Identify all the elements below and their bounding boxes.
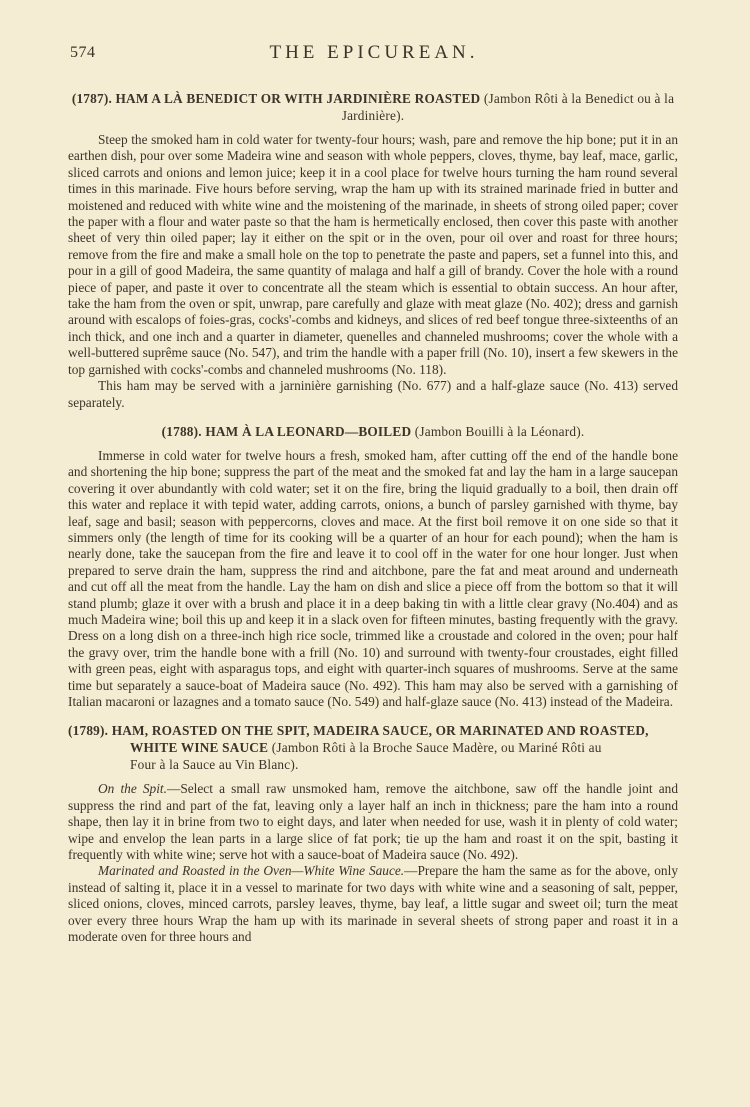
recipe-paragraph: This ham may be served with a jarninière garnishing (No. 677) and a half-glaze sauce (No. 413) served separately. (68, 378, 678, 410)
section-lead: On the Spit. (98, 781, 167, 797)
recipe-title (68, 423, 678, 440)
recipe-paragraph (68, 781, 678, 863)
recipe-title-main: (1788). HAM À LA LEONARD—BOILED (161, 423, 412, 439)
recipe-1788 (68, 423, 678, 711)
recipe-1789 (68, 722, 678, 945)
page-body (68, 90, 678, 945)
section-lead: Marinated and Roasted in the Oven—White Wine Sauce. (98, 863, 405, 879)
recipe-title-french: (Jambon Rôti à la Benedict ou à la Jardinière). (341, 91, 675, 123)
running-title: THE EPICUREAN. (269, 42, 479, 63)
recipe-title (68, 90, 678, 124)
recipe-title-main: (1789). HAM, ROASTED ON THE SPIT, MADEIRA SAUCE, OR MARINATED AND ROASTED, (68, 723, 649, 739)
recipe-1787 (68, 90, 678, 411)
recipe-title-continuation (68, 739, 678, 756)
recipe-title (68, 722, 678, 773)
recipe-paragraph (68, 863, 678, 945)
recipe-title-french: (Jambon Bouilli à la Léonard). (414, 423, 585, 439)
recipe-paragraph: Immerse in cold water for twelve hours a fresh, smoked ham, after cutting off the end of the handle bone and shortening the hip bone; suppress the part of the meat and the smoked fat and lay the ham in a large saucepan covering it over abundantly with cold water; set it on the fire, bring the liquid gradually to a boil, then drain off this water and replace it with tepid water, adding carrots, onions, a bunch of parsley garnished with thyme, bay leaf, sage and basil; season with peppercorns, cloves and mace. At the first boil remove it on one side so that it simmers only (the length of time for its cooking will be a quarter of an hour for each pound); when the ham is nearly done, take the saucepan from the fire and leave it to cool off in the water for one hour longer. Just when prepared to serve drain the ham, suppress the rind and aitchbone, pare the fat and meat around and underneath and cut off all the meat from the handle. Lay the ham on dish and slice a piece off from the bottom so that it will stand plumb; glaze it over with a brush and place it in a deep baking tin with a little clear gravy (No.404) and as much Madeira wine; boil this up and keep it in a slack oven for fifteen minutes, basting frequently with the gravy. Dress on a long dish on a three-inch high rice socle, trimmed like a croustade and colored in the oven; pour half the gravy over, trim the handle bone with a frill (No. 10) and surround with twenty-four croustades, eight filled with green peas, eight with asparagus tops, and eight with quarter-inch squares of mushrooms. Serve at the same time but separately a sauce-boat of Madeira sauce (No. 492). This ham may also be served with a garnishing of Italian macaroni or lazagnes and a tomato sauce (No. 549) and half-glaze sauce (No. 413) instead of the Madeira. (68, 447, 678, 709)
section-text: —Prepare the ham the same as for the above, only instead of salting it, place it in a vessel to marinate for two days with white wine and a seasoning of salt, pepper, sliced onions, cloves, minced carrots, parsley leaves, thyme, bay leaf, a little sugar and sweet oil; turn the meat over every three hours Wrap the ham up with its marinade in several sheets of strong paper and roast it in a moderate oven for three hours and (68, 863, 678, 945)
recipe-title-french-cont: Four à la Sauce au Vin Blanc). (130, 757, 299, 773)
recipe-title-french: (Jambon Rôti à la Broche Sauce Madère, ou Mariné Rôti au (271, 740, 602, 756)
section-text: —Select a small raw unsmoked ham, remove the aitchbone, saw off the handle joint and suppress the rind and part of the fat, leaving only a layer half an inch in thickness; pare the ham into a round shape, then lay it in brine from two to eight days, and later when needed for use, wash it in plenty of cold water; wipe and envelop the lean parts in a large slice of fat pork; tie up the ham and roast it on the spit, basting it frequently with white wine; serve hot with a sauce-boat of Madeira sauce (No. 492). (68, 781, 678, 863)
page-number: 574 (70, 44, 96, 61)
page-header (70, 42, 678, 72)
recipe-paragraph: Steep the smoked ham in cold water for twenty-four hours; wash, pare and remove the hip bone; put it in an earthen dish, pour over some Madeira wine and season with whole peppers, cloves, thyme, bay leaf, mace, garlic, sliced carrots and onions and lemon juice; keep it in a cool place for twelve hours turning the ham round several times in this marinade. Five hours before serving, wrap the ham up with its strained marinade fried in butter and moistened and reduced with white wine and the moistening of the marinade, in sheets of strong oiled paper; cover the paper with a flour and water paste so that the ham is hermetically enclosed, then cover this paste with another sheet of very thin oiled paper; lay it either on the spit or in the oven, pour oil over and roast for three hours; remove from the fire and make a small hole on the top to penetrate the paste and papers, set a funnel into this, and pour in a gill of good Madeira, the same quantity of malaga and half a gill of brandy. Cover the hole with a round piece of paper, and paste it over to concentrate all the steam which is essential to obtain success. An hour after, take the ham from the oven or spit, unwrap, pare carefully and glaze with meat glaze (No. 402); dress and garnish around with escalops of foies-gras, cocks'-combs and kidneys, and slices of red beef tongue three-sixteenths of an inch thick, and one inch and a quarter in diameter, quenelles and channeled mushrooms; cover the whole with a well-buttered suprême sauce (No. 547), and trim the handle with a paper frill (No. 10), insert a few skewers in the top garnished with cocks'-combs and channeled mushrooms (No. 118). (68, 132, 678, 377)
recipe-title-main-cont: WHITE WINE SAUCE (130, 740, 269, 756)
recipe-title-main: (1787). HAM A LÀ BENEDICT OR WITH JARDINIÈRE ROASTED (71, 91, 481, 106)
